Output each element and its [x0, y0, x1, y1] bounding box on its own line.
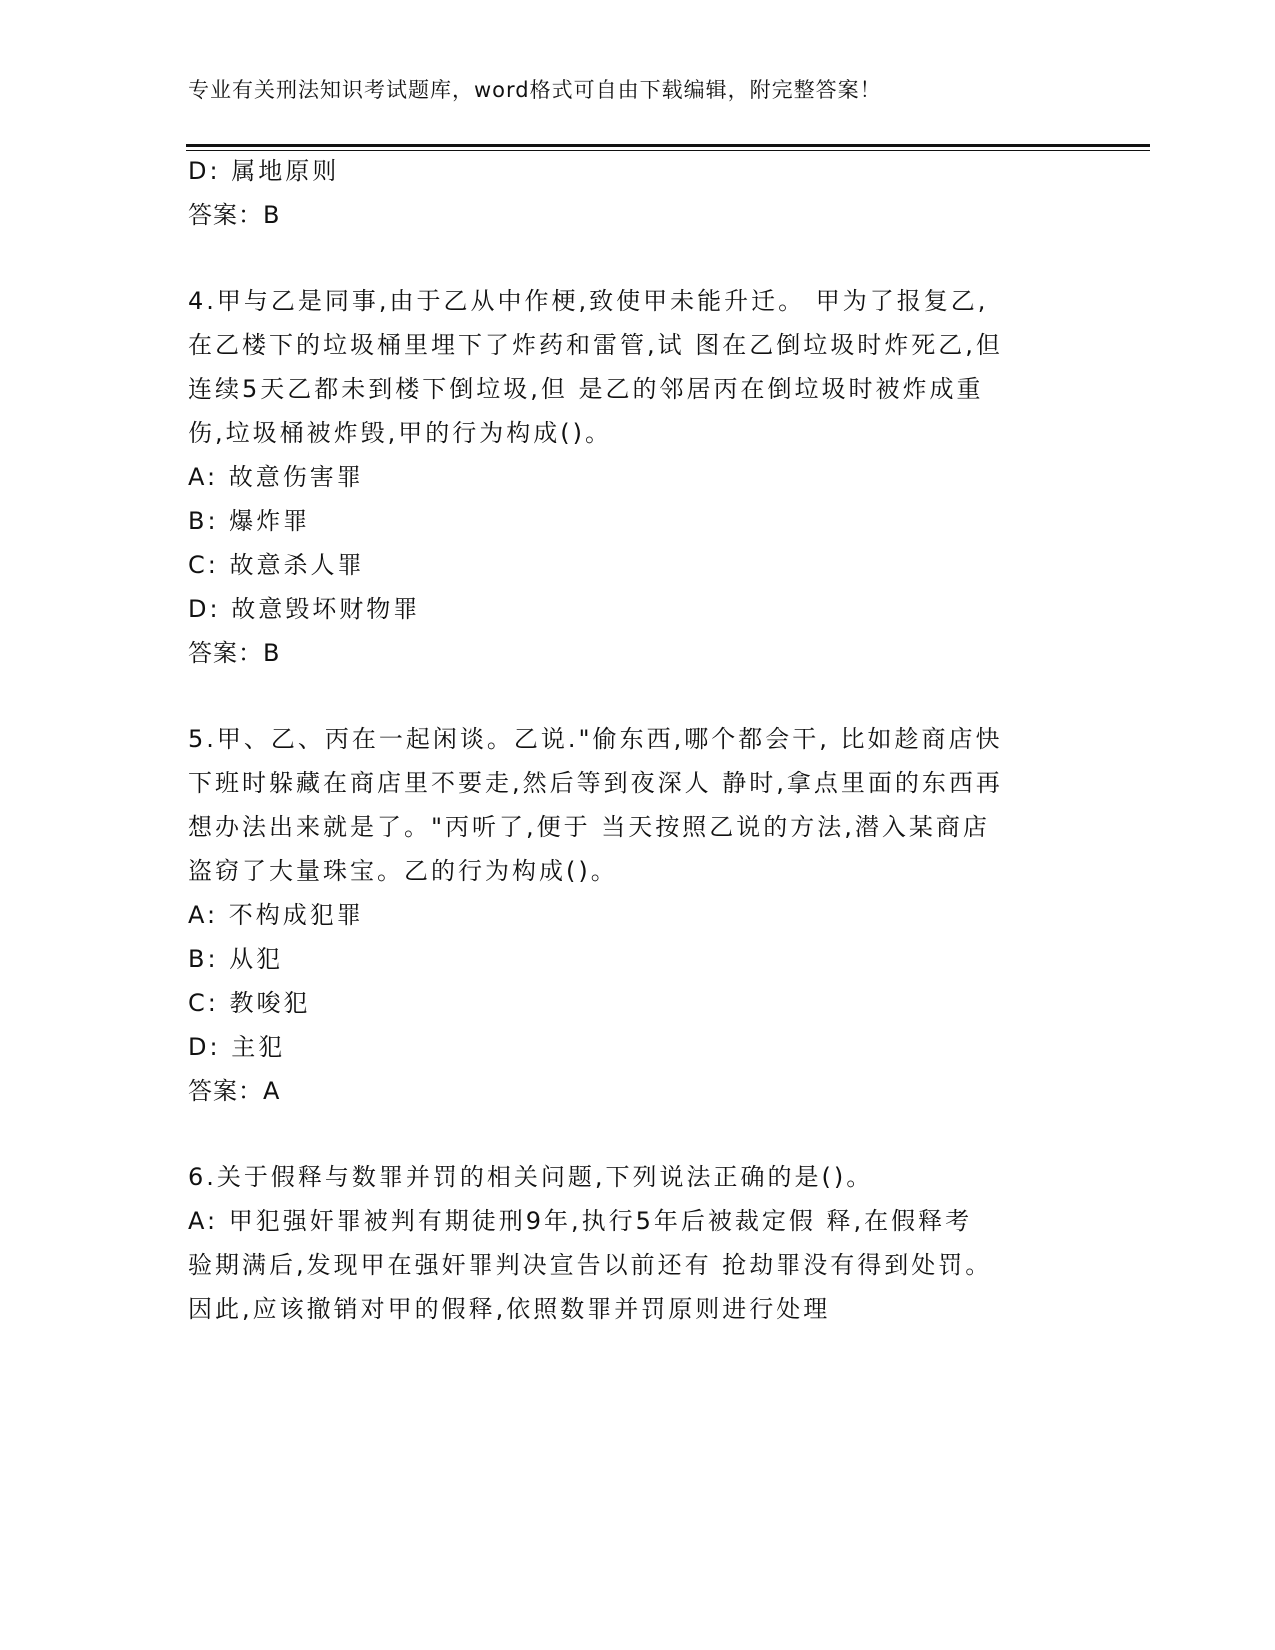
page-header: 专业有关刑法知识考试题库，word格式可自由下载编辑，附完整答案！	[188, 78, 882, 102]
q5-option-d: D: 主犯	[188, 1033, 286, 1061]
q4-text-line: 连续5天乙都未到楼下倒垃圾,但 是乙的邻居丙在倒垃圾时被炸成重	[188, 375, 984, 403]
q5-option-c: C: 教唆犯	[188, 989, 311, 1017]
q4-option-c: C: 故意杀人罪	[188, 551, 365, 579]
q5-option-b: B: 从犯	[188, 945, 284, 973]
q6-text-line: 6.关于假释与数罪并罚的相关问题,下列说法正确的是()。	[188, 1163, 874, 1191]
q3-answer: 答案：B	[188, 201, 281, 229]
q5-text-line: 想办法出来就是了。"丙听了,便于 当天按照乙说的方法,潜入某商店	[188, 813, 990, 841]
header-rule-thin	[186, 150, 1150, 151]
q5-text-line: 下班时躲藏在商店里不要走,然后等到夜深人 静时,拿点里面的东西再	[188, 769, 1003, 797]
q4-option-d: D: 故意毁坏财物罪	[188, 595, 421, 623]
q5-option-a: A: 不构成犯罪	[188, 901, 364, 929]
q4-option-b: B: 爆炸罪	[188, 507, 311, 535]
q3-option-d: D: 属地原则	[188, 157, 340, 185]
q5-answer: 答案：A	[188, 1077, 281, 1105]
q6-option-a-line: 因此,应该撤销对甲的假释,依照数罪并罚原则进行处理	[188, 1295, 831, 1323]
q4-text-line: 伤,垃圾桶被炸毁,甲的行为构成()。	[188, 419, 612, 447]
q4-option-a: A: 故意伤害罪	[188, 463, 364, 491]
q6-option-a-line: A: 甲犯强奸罪被判有期徒刑9年,执行5年后被裁定假 释,在假释考	[188, 1207, 973, 1235]
q4-answer: 答案：B	[188, 639, 281, 667]
q5-text-line: 5.甲、乙、丙在一起闲谈。乙说."偷东西,哪个都会干, 比如趁商店快	[188, 725, 1003, 753]
q5-text-line: 盗窃了大量珠宝。乙的行为构成()。	[188, 857, 618, 885]
header-rule-thick	[186, 144, 1150, 147]
q4-text-line: 在乙楼下的垃圾桶里埋下了炸药和雷管,试 图在乙倒垃圾时炸死乙,但	[188, 331, 1003, 359]
q6-option-a-line: 验期满后,发现甲在强奸罪判决宣告以前还有 抢劫罪没有得到处罚。	[188, 1251, 993, 1279]
q4-text-line: 4.甲与乙是同事,由于乙从中作梗,致使甲未能升迁。 甲为了报复乙,	[188, 287, 989, 315]
